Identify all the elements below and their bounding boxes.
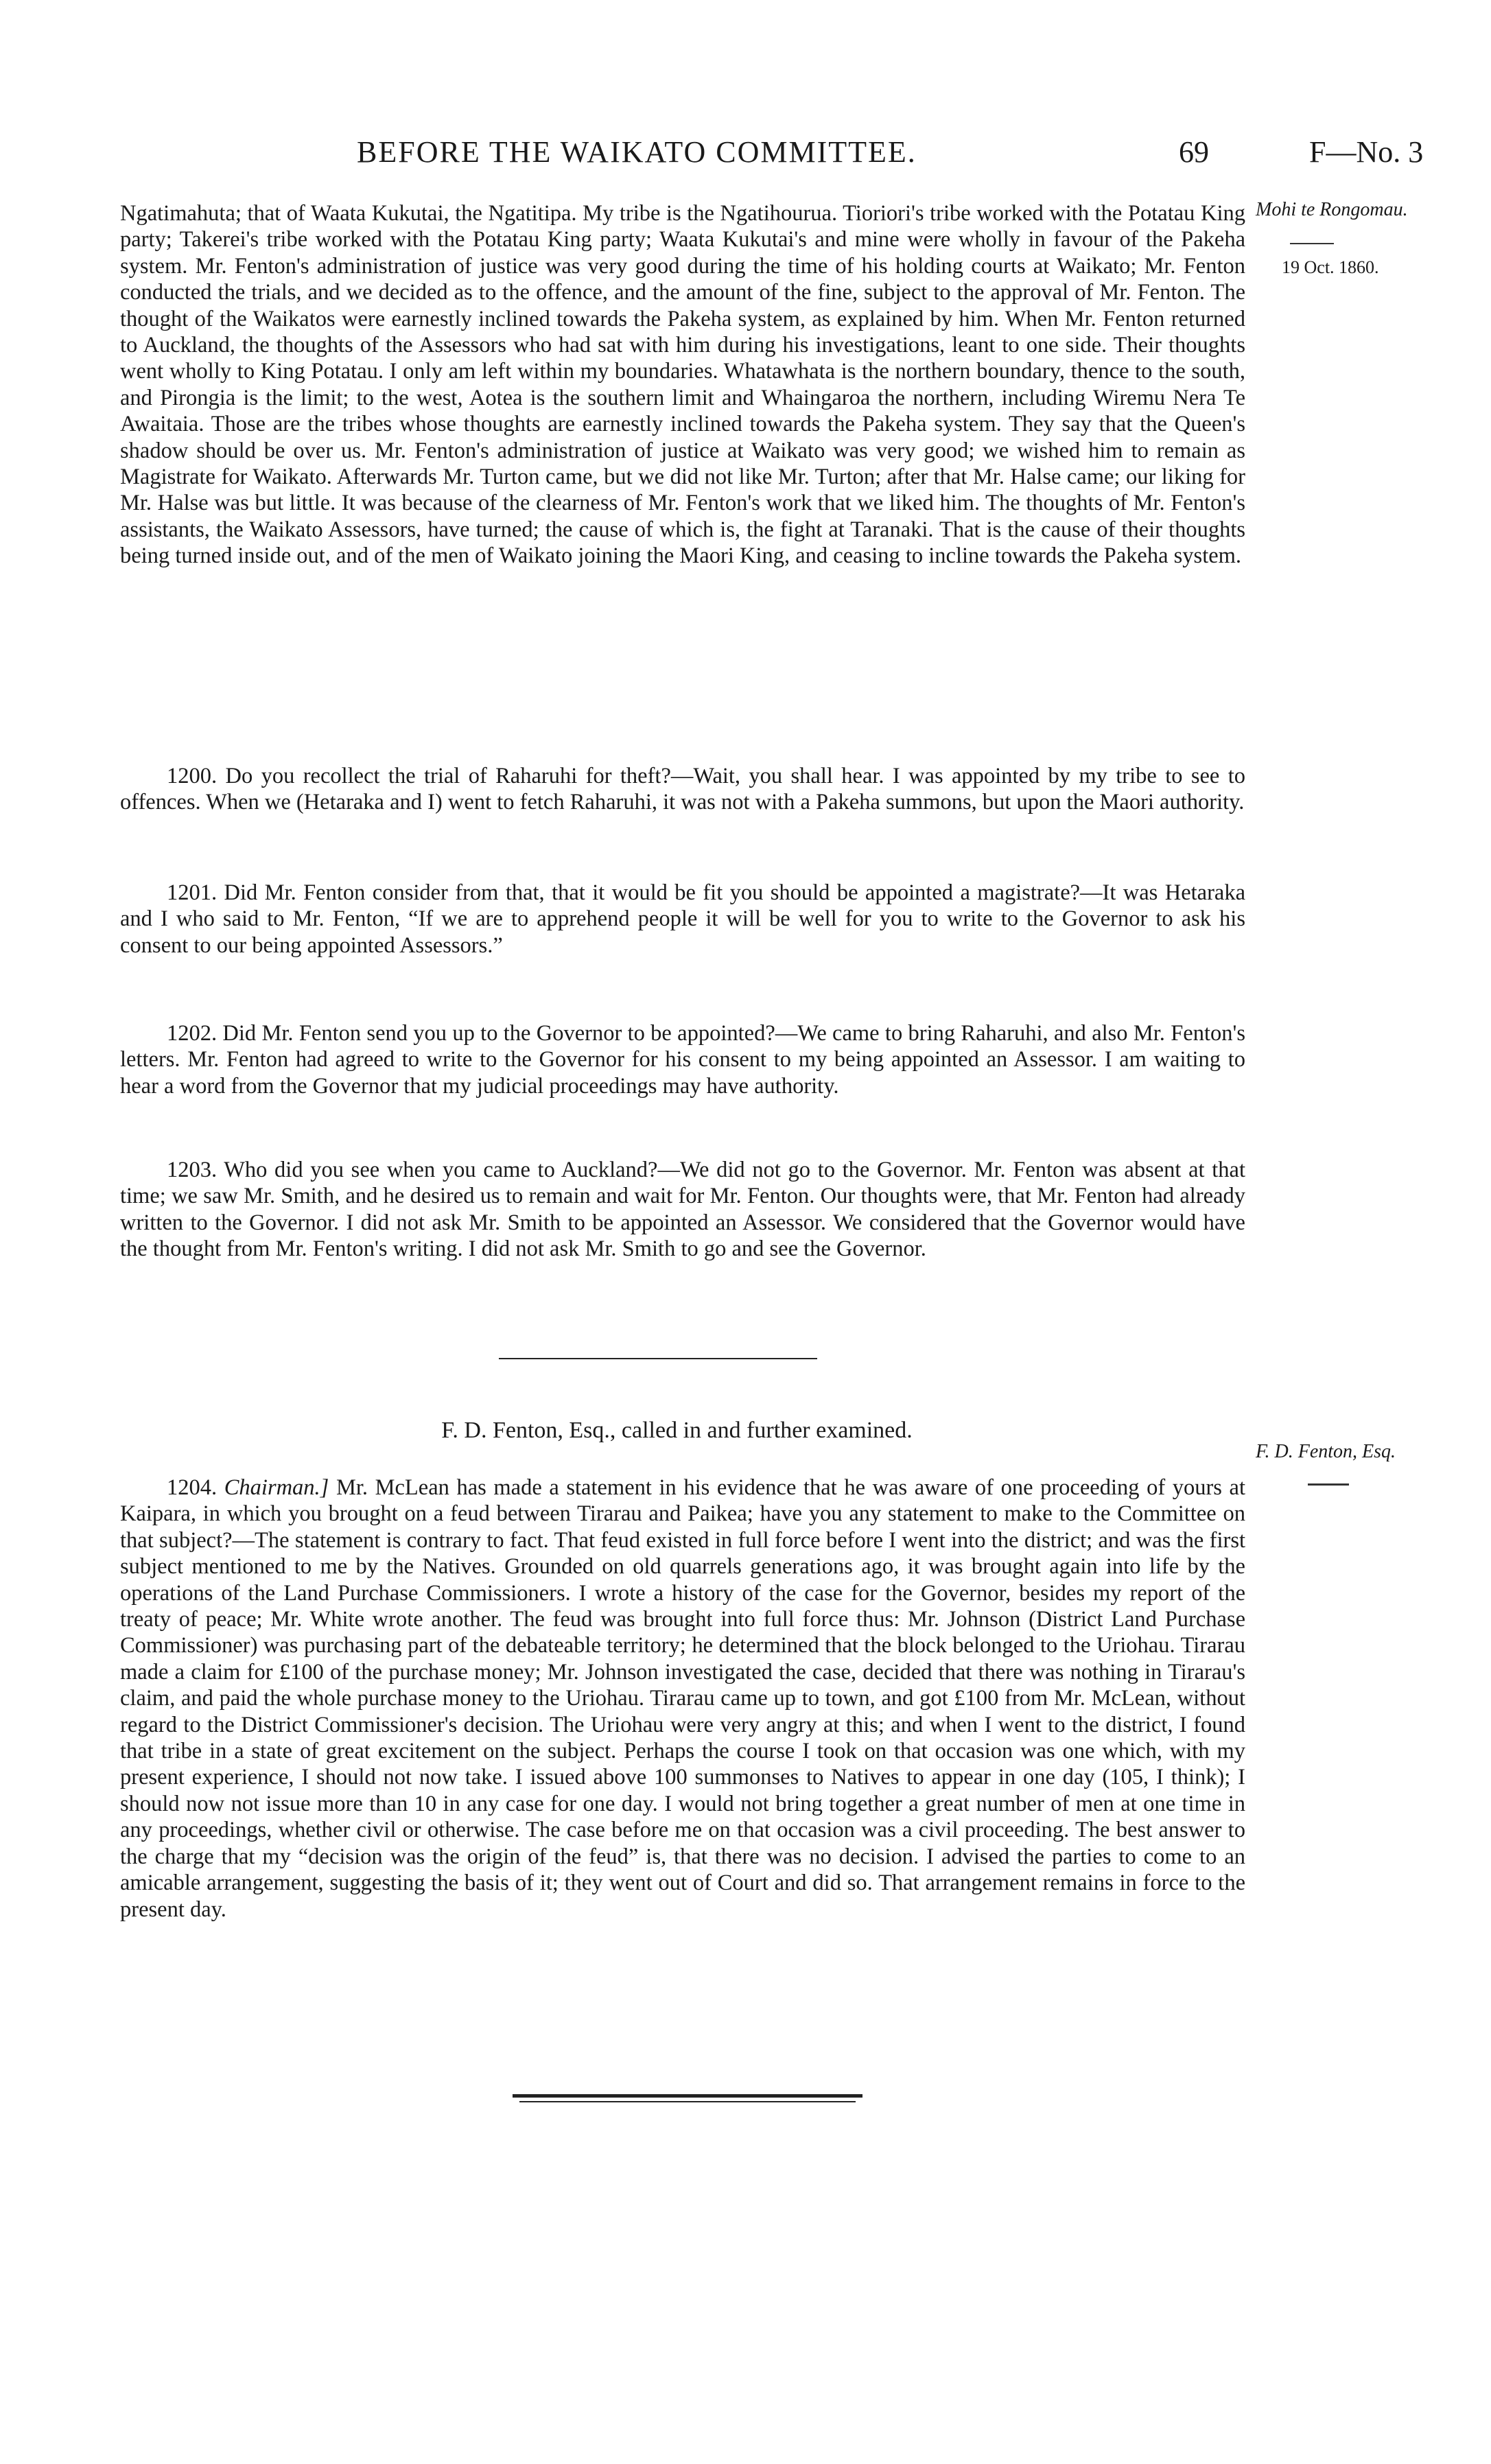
section-heading	[0, 1418, 1491, 1444]
question-1203	[120, 1157, 1245, 1263]
continuation-paragraph	[120, 200, 1245, 570]
question-text: 1202. Did Mr. Fenton send you up to the Governor to be appointed?—We came to bring Raharuhi, and also Mr. Fenton's letters. Mr. Fenton had agreed to write to the Governor for his consent to my being appointed an Assessor. I am waiting to hear a word from the Governor that my judicial proceedings may have authority.	[120, 1021, 1245, 1099]
question-body: Mr. McLean has made a statement in his evidence that he was aware of one proceeding of yours at Kaipara, in which you brought on a feud between Tirarau and Paikea; have you any statement to make to the Committee on that subject?—The statement is contrary to fact. That feud existed in full force before I went into the district; and was the first subject mentioned to me by the Natives. Grounded on old quarrels generations ago, it was brought again into life by the operations of the Land Purchase Commissioners. I wrote a history of the case for the Governor, besides my report of the treaty of peace; Mr. White wrote another. The feud was brought into full force thus: Mr. Johnson (District Land Purchase Commissioner) was purchasing part of the debateable territory; he determined that the block belonged to the Uriohau. Tirarau made a claim for £100 of the purchase money; Mr. Johnson investigated the case, decided that there was nothing in Tirarau's claim, and paid the whole purchase money to the Uriohau. Tirarau came up to town, and got £100 from Mr. McLean, without regard to the District Commissioner's decision. The Uriohau were very angry at this; and when I went to the district, I found that tribe in a state of great excitement on the subject. Perhaps the course I took on that occasion was one which, with my present experience, I should not now take. I issued above 100 summonses to Natives to appear in one day (105, I think); I should now not issue more than 10 in any case for one day. I would not bring together a great number of men at one time in any proceedings, whether civil or otherwise. The case before me on that occasion was a civil proceeding. The best answer to the charge that my “decision was the origin of the feud” is, that there was no decision. I advised the parties to come to an amicable arrangement, suggesting the basis of it; they went out of Court and did so. That arrangement remains in force to the present day.	[120, 1475, 1246, 1922]
margin-rule	[1308, 1483, 1349, 1486]
speaker-label: Chairman.]	[224, 1475, 329, 1500]
answer-text: Ngatimahuta; that of Waata Kukutai, the Ngatitipa. My tribe is the Ngatihourua. Tioriori's tribe worked with the Potatau King party; Takerei's tribe worked with the Potatau King party; Waata Kukutai's and mine were wholly in favour of the Pakeha system. Mr. Fenton's administration of justice was very good during the time of his holding courts at Waikato; Mr. Fenton conducted the trials, and we decided as to the offence, and the amount of the fine, subject to the approval of Mr. Fenton. The thought of the Waikatos were earnestly inclined towards the Pakeha system, as explained by him. When Mr. Fenton returned to Auckland, the thoughts of the Assessors who had sat with him during his investigations, leant to one side. Their thoughts went wholly to King Potatau. I only am left within my boundaries. Whatawhata is the northern boundary, thence to the south, and Pirongia is the limit; to the west, Aotea is the southern limit and Whaingaroa the northern, including Wiremu Nera Te Awaitaia. Those are the tribes whose thoughts are earnestly inclined towards the Pakeha system. They say that the Queen's shadow should be over us. Mr. Fenton's administration of justice at Waikato was very good; we wished him to remain as Magistrate for Waikato. Afterwards Mr. Turton came, but we did not like Mr. Turton; after that Mr. Halse came; our liking for Mr. Halse was but little. It was because of the clearness of Mr. Fenton's work that we liked him. The thoughts of Mr. Fenton's assistants, the Waikato Assessors, have turned; the cause of which is, the fight at Taranaki. That is the cause of their thoughts being turned inside out, and of the men of Waikato joining the Maori King, and ceasing to incline towards the Pakeha system.	[120, 201, 1245, 569]
margin-date: 19 Oct. 1860.	[1282, 257, 1379, 277]
end-rule-thin	[519, 2101, 856, 2102]
question-text	[120, 1475, 1245, 1923]
question-text: 1201. Did Mr. Fenton consider from that, that it would be fit you should be appointed a magistrate?—It was Hetaraka and I who said to Mr. Fenton, “If we are to apprehend people it will be well for you to write to the Governor to ask his consent to our being appointed Assessors.”	[120, 880, 1245, 958]
margin-witness-name: Mohi te Rongomau.	[1256, 199, 1408, 220]
document-reference: F—No. 3	[1309, 135, 1424, 169]
question-1201	[120, 880, 1245, 959]
question-text: 1200. Do you recollect the trial of Raharuhi for theft?—Wait, you shall hear. I was appointed by my tribe to see to offences. When we (Hetaraka and I) went to fetch Raharuhi, it was not with a Pakeha summons, but upon the Maori authority.	[120, 764, 1245, 815]
question-1202	[120, 1020, 1245, 1099]
section-divider	[499, 1358, 817, 1359]
end-rule	[513, 2094, 862, 2098]
question-number: 1204.	[167, 1475, 218, 1500]
question-1204	[120, 1475, 1245, 1923]
question-text: 1203. Who did you see when you came to Auckland?—We did not go to the Governor. Mr. Fenton was absent at that time; we saw Mr. Smith, and he desired us to remain and wait for Mr. Fenton. Our thoughts were, that Mr. Fenton had already written to the Governor. I did not ask Mr. Smith to be appointed an Assessor. We considered that the Governor would have the thought from Mr. Fenton's writing. I did not ask Mr. Smith to go and see the Governor.	[120, 1158, 1245, 1262]
running-title: BEFORE THE WAIKATO COMMITTEE.	[357, 135, 917, 169]
margin-witness-name: F. D. Fenton, Esq.	[1256, 1441, 1396, 1462]
question-1200	[120, 763, 1245, 816]
page-header	[0, 134, 1491, 176]
section-heading-text: F. D. Fenton, Esq., called in and further examined.	[441, 1418, 913, 1443]
page-number: 69	[1179, 135, 1209, 169]
margin-rule	[1290, 243, 1334, 244]
